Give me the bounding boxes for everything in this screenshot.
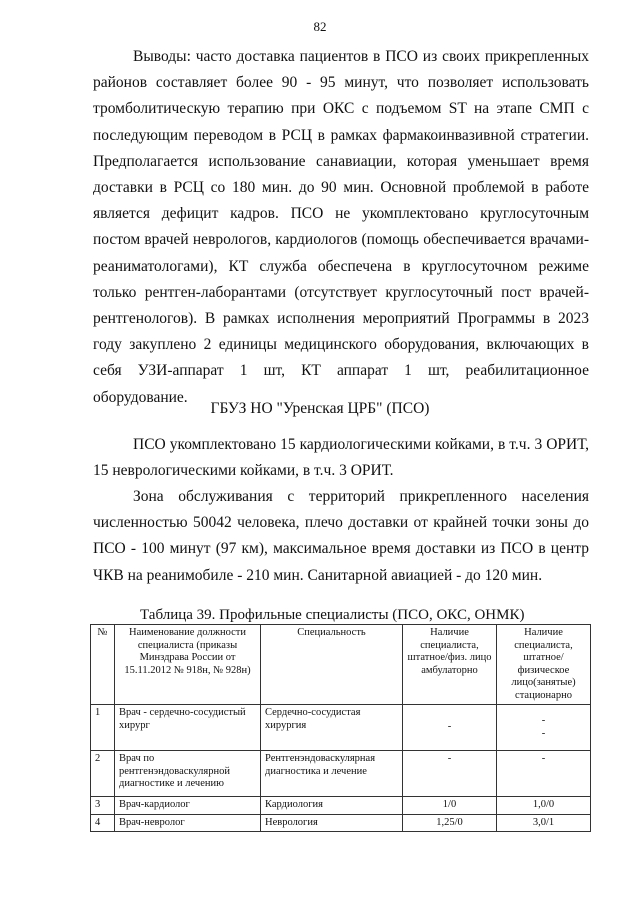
section-heading: ГБУЗ НО "Уренская ЦРБ" (ПСО) [210,400,430,417]
row-position: Врач - сердечно-сосудистый хирург [115,705,261,751]
row-num: 3 [91,797,115,815]
row-inpatient: - [497,751,591,797]
row-num: 4 [91,814,115,832]
row-inpatient-value: - [541,715,546,726]
table-row [91,705,591,751]
row-outpatient: 1/0 [403,797,497,815]
zone-paragraph: Зона обслуживания с территорий прикрепленного населения численностью 50042 человека, плечо доставки от крайней точки зоны до ПСО - 100 минут (97 км), максимальное время доставки из ПСО в центр ЧКВ на реанимобиле - 210 мин. Санитарной авиацией - до 120 мин. [93,488,589,584]
row-specialty: Сердечно-сосудистая хирургия [261,705,403,751]
row-specialty: Рентгенэндоваскулярная диагностика и лечение [261,751,403,797]
specialists-table [90,624,591,832]
row-position: Врач по рентгенэндоваскулярной диагностике и лечению [115,751,261,797]
table-row [91,751,591,797]
page-number: 82 [313,19,327,34]
header-position: Наименование должности специалиста (приказы Минздрава России от 15.11.2012 № 918н, № 928н) [115,625,261,705]
row-num: 1 [91,705,115,751]
row-num: 2 [91,751,115,797]
row-inpatient [497,705,591,751]
row-outpatient: 1,25/0 [403,814,497,832]
row-inpatient: 1,0/0 [497,797,591,815]
row-outpatient: - [403,705,497,751]
row-position: Врач-кардиолог [115,797,261,815]
conclusions-paragraph: Выводы: часто доставка пациентов в ПСО из своих прикрепленных районов составляет более 90 - 95 минут, что позволяет использовать тромболитическую терапию при ОКС с подъемом ST на этапе СМП с последующим переводом в РСЦ в рамках фармакоинвазивной стратегии. Предполагается использование санавиации, которая уменьшает время доставки в РСЦ со 180 мин. до 90 мин. Основной проблемой в работе является дефицит кадров. ПСО не укомплектовано круглосуточным постом врачей неврологов, кардиологов (помощь обеспечивается врачами-реаниматологами), КТ служба обеспечена в круглосуточном режиме только рентген-лаборантами (отсутствует круглосуточный пост врачей-рентгенологов). В рамках исполнения мероприятий Программы в 2023 году закуплено 2 единицы медицинского оборудования, включающих в себя УЗИ-аппарат 1 шт, КТ аппарат 1 шт, реабилитационное оборудование. [93,48,589,406]
row-outpatient: - [403,751,497,797]
row-specialty: Неврология [261,814,403,832]
beds-paragraph: ПСО укомплектовано 15 кардиологическими койками, в т.ч. 3 ОРИТ, 15 неврологическими койками, в т.ч. 3 ОРИТ. [93,436,589,480]
row-position: Врач-невролог [115,814,261,832]
row-specialty: Кардиология [261,797,403,815]
table-row [91,814,591,832]
header-num: № [91,625,115,705]
header-inpatient: Наличие специалиста, штатное/физическое лицо(занятые) стационарно [497,625,591,705]
header-outpatient: Наличие специалиста, штатное/физ. лицо амбулаторно [403,625,497,705]
row-inpatient-value-2: - [541,727,546,739]
table-row [91,797,591,815]
table-header-row [91,625,591,705]
header-specialty: Специальность [261,625,403,705]
table-caption: Таблица 39. Профильные специалисты (ПСО, ОКС, ОНМК) [140,607,525,623]
row-inpatient: 3,0/1 [497,814,591,832]
